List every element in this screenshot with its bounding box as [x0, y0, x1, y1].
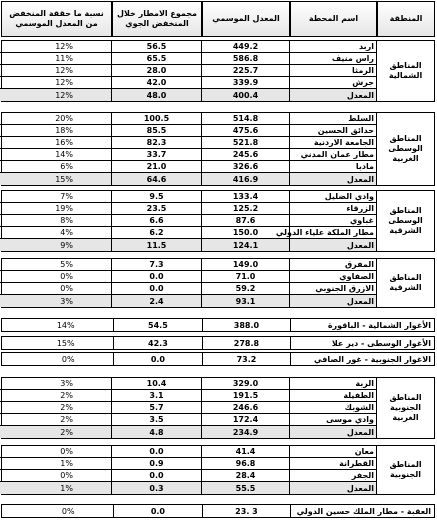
- rain-total-cell: 33.7: [111, 149, 201, 160]
- rain-total-cell: 48.0: [111, 89, 201, 101]
- station-cell: المفرق: [289, 259, 376, 270]
- seasonal-avg-cell: 59.2: [201, 283, 289, 294]
- station-cell: المعدل: [289, 89, 376, 101]
- table-row: [0, 149, 376, 161]
- average-row: [0, 482, 376, 494]
- percentage-cell: 0%: [60, 447, 73, 456]
- region-label: المناطق الشمالية: [376, 41, 434, 101]
- percentage-cell: 2%: [60, 427, 73, 437]
- percentage-cell: 0%: [60, 284, 73, 293]
- average-row: [0, 173, 376, 185]
- table-row: [0, 378, 376, 390]
- percentage-cell: 20%: [55, 114, 73, 123]
- percentage-cell: 0%: [61, 354, 75, 364]
- percentage-cell: 16%: [55, 138, 73, 147]
- rain-total-cell: 4.8: [111, 426, 201, 438]
- rain-total-cell: 23.5: [111, 203, 201, 214]
- region-block: [1, 377, 435, 439]
- percentage-cell: 11%: [55, 54, 73, 63]
- seasonal-avg-cell: 246.6: [201, 402, 289, 413]
- station-cell: القطرانة: [289, 458, 376, 469]
- station-cell: الأغوار الوسطى - دير علا: [290, 337, 434, 349]
- percentage-cell: 19%: [55, 204, 73, 213]
- seasonal-avg-cell: 245.6: [201, 149, 289, 160]
- single-station-row: [1, 352, 435, 366]
- region-block: [1, 258, 435, 308]
- table-row: [0, 259, 376, 271]
- rain-total-cell: 42.3: [113, 337, 203, 349]
- station-cell: الجامعة الاردنية: [289, 137, 376, 148]
- seasonal-avg-cell: 149.0: [201, 259, 289, 270]
- table-row: [0, 137, 376, 149]
- station-cell: غباوي: [289, 215, 376, 226]
- station-cell: الرمثا: [289, 65, 376, 76]
- percentage-cell: 8%: [60, 216, 73, 225]
- rain-total-cell: 6.2: [111, 227, 201, 238]
- table-row: [0, 161, 376, 173]
- station-cell: الربة: [289, 378, 376, 389]
- seasonal-avg-cell: 278.8: [202, 337, 290, 349]
- station-cell: معان: [289, 446, 376, 457]
- rain-total-cell: 82.3: [111, 137, 201, 148]
- percentage-cell: 15%: [56, 338, 75, 348]
- seasonal-avg-cell: 3 .23: [202, 505, 290, 517]
- region-label: المناطق الجنوبية الغربية: [376, 378, 434, 438]
- seasonal-avg-cell: 28.4: [201, 470, 289, 481]
- single-station-row: [1, 504, 435, 518]
- rain-total-cell: 42.0: [111, 77, 201, 88]
- station-cell: المعدل: [289, 239, 376, 251]
- table-row: [0, 125, 376, 137]
- seasonal-avg-cell: 172.4: [201, 414, 289, 425]
- rain-total-cell: 3.1: [111, 390, 201, 401]
- table-row: [0, 203, 376, 215]
- region-block: [1, 112, 435, 186]
- region-label: المناطق الجنوبية: [376, 446, 434, 494]
- percentage-cell: 0%: [61, 506, 75, 516]
- rain-total-cell: 11.5: [111, 239, 201, 251]
- percentage-cell: 1%: [60, 483, 73, 493]
- rain-total-cell: 0.0: [113, 505, 203, 517]
- table-row: [0, 402, 376, 414]
- station-cell: الأغوار الشمالية - الباقورة: [290, 319, 434, 331]
- rain-total-cell: 21.0: [111, 161, 201, 172]
- rain-total-cell: 10.4: [111, 378, 201, 389]
- percentage-cell: 5%: [60, 260, 73, 269]
- percentage-cell: 7%: [60, 192, 73, 201]
- region-label: المناطق الوسطى الشرقية: [376, 191, 434, 251]
- seasonal-avg-cell: 388.0: [202, 319, 290, 331]
- percentage-cell: 14%: [55, 150, 73, 159]
- station-cell: المعدل: [289, 295, 376, 307]
- station-cell: مطار الملكة علياء الدولي: [275, 228, 374, 237]
- header-seasonal-avg: المعدل الموسمي: [202, 1, 290, 37]
- table-row: [0, 53, 376, 65]
- percentage-cell: 0%: [60, 471, 73, 480]
- seasonal-avg-cell: 475.6: [201, 125, 289, 136]
- rain-total-cell: 0.0: [111, 470, 201, 481]
- rain-total-cell: 9.5: [111, 191, 201, 202]
- table-row: [0, 446, 376, 458]
- station-cell: المعدل: [289, 426, 376, 438]
- table-row: [0, 470, 376, 482]
- seasonal-avg-cell: 87.6: [201, 215, 289, 226]
- station-cell: وادي الضليل: [289, 191, 376, 202]
- rain-total-cell: 0.0: [111, 283, 201, 294]
- station-cell: مطار عمان المدني: [289, 149, 376, 160]
- average-row: [0, 89, 376, 101]
- region-block: [1, 445, 435, 495]
- seasonal-avg-cell: 96.8: [201, 458, 289, 469]
- station-cell: الطفيلة: [289, 390, 376, 401]
- station-cell: السلط: [289, 113, 376, 124]
- station-cell: حدائق الحسين: [289, 125, 376, 136]
- table-header: [1, 1, 435, 37]
- seasonal-avg-cell: 191.5: [201, 390, 289, 401]
- percentage-cell: 0%: [60, 272, 73, 281]
- region-block: [1, 190, 435, 252]
- rain-total-cell: 3.5: [111, 414, 201, 425]
- rain-total-cell: 100.5: [111, 113, 201, 124]
- rain-total-cell: 0.0: [111, 271, 201, 282]
- seasonal-avg-cell: 73.2: [202, 353, 290, 365]
- station-cell: مادبا: [289, 161, 376, 172]
- region-block: [1, 40, 435, 102]
- percentage-cell: 18%: [55, 126, 73, 135]
- station-cell: راس منيف: [289, 53, 376, 64]
- table-row: [0, 283, 376, 295]
- rain-total-cell: 0.0: [111, 446, 201, 457]
- station-cell: المعدل: [289, 482, 376, 494]
- table-row: [0, 215, 376, 227]
- rain-total-cell: 28.0: [111, 65, 201, 76]
- rain-total-cell: 7.3: [111, 259, 201, 270]
- table-row: [0, 227, 376, 239]
- table-row: [0, 77, 376, 89]
- average-row: [0, 295, 376, 307]
- seasonal-avg-cell: 71.0: [201, 271, 289, 282]
- station-cell: الازرق الجنوبي: [289, 283, 376, 294]
- station-cell: جرش: [289, 77, 376, 88]
- seasonal-avg-cell: 41.4: [201, 446, 289, 457]
- station-cell: الجفر: [289, 470, 376, 481]
- seasonal-avg-cell: 93.1: [201, 295, 289, 307]
- seasonal-avg-cell: 326.6: [201, 161, 289, 172]
- seasonal-avg-cell: 514.8: [201, 113, 289, 124]
- region-label: المناطق الشرقية: [376, 259, 434, 307]
- seasonal-avg-cell: 400.4: [201, 89, 289, 101]
- percentage-cell: 12%: [55, 42, 73, 51]
- seasonal-avg-cell: 225.7: [201, 65, 289, 76]
- table-row: [0, 113, 376, 125]
- table-row: [0, 414, 376, 426]
- seasonal-avg-cell: 521.8: [201, 137, 289, 148]
- percentage-cell: 14%: [56, 320, 75, 330]
- seasonal-avg-cell: 125.2: [201, 203, 289, 214]
- table-row: [0, 458, 376, 470]
- rain-total-cell: 0.0: [113, 353, 203, 365]
- seasonal-avg-cell: 416.9: [201, 173, 289, 185]
- seasonal-avg-cell: 586.8: [201, 53, 289, 64]
- percentage-cell: 3%: [60, 379, 73, 388]
- header-station: اسم المحطة: [290, 1, 377, 37]
- station-cell: اربد: [289, 41, 376, 52]
- rain-total-cell: 54.5: [113, 319, 203, 331]
- station-cell: الشوبك: [289, 402, 376, 413]
- seasonal-avg-cell: 449.2: [201, 41, 289, 52]
- rain-total-cell: 56.5: [111, 41, 201, 52]
- rain-total-cell: 65.5: [111, 53, 201, 64]
- percentage-cell: 3%: [60, 296, 73, 306]
- table-row: [0, 191, 376, 203]
- table-row: [0, 271, 376, 283]
- seasonal-avg-cell: 55.5: [201, 482, 289, 494]
- percentage-cell: 12%: [55, 90, 73, 100]
- percentage-cell: 15%: [55, 174, 73, 184]
- region-label: المناطق الوسطى الغربية: [376, 113, 434, 185]
- seasonal-avg-cell: 133.4: [201, 191, 289, 202]
- percentage-cell: 4%: [60, 228, 73, 237]
- seasonal-avg-cell: 124.1: [201, 239, 289, 251]
- percentage-cell: 12%: [55, 78, 73, 87]
- table-row: [0, 41, 376, 53]
- average-row: [0, 239, 376, 251]
- station-cell: وادي موسى: [289, 414, 376, 425]
- rain-total-cell: 6.6: [111, 215, 201, 226]
- rain-total-cell: 0.9: [111, 458, 201, 469]
- rain-total-cell: 85.5: [111, 125, 201, 136]
- seasonal-avg-cell: 150.0: [201, 227, 289, 238]
- rain-total-cell: 5.7: [111, 402, 201, 413]
- seasonal-avg-cell: 329.0: [201, 378, 289, 389]
- seasonal-avg-cell: 234.9: [201, 426, 289, 438]
- station-cell: الزرقاء: [289, 203, 376, 214]
- single-station-row: [1, 336, 435, 350]
- percentage-cell: 6%: [60, 162, 73, 171]
- table-row: [0, 390, 376, 402]
- header-region: المنطقة: [377, 1, 435, 37]
- rain-total-cell: 2.4: [111, 295, 201, 307]
- table-row: [0, 65, 376, 77]
- station-cell: المعدل: [289, 173, 376, 185]
- percentage-cell: 9%: [60, 240, 73, 250]
- percentage-cell: 2%: [60, 403, 73, 412]
- percentage-cell: 2%: [60, 415, 73, 424]
- rain-total-cell: 0.3: [111, 482, 201, 494]
- percentage-cell: 12%: [55, 66, 73, 75]
- header-percentage: نسبة ما حققة المنخفض من المعدل الموسمي: [1, 1, 112, 37]
- station-cell: العقبة - مطار الملك حسين الدولي: [290, 505, 434, 517]
- average-row: [0, 426, 376, 438]
- percentage-cell: 2%: [60, 391, 73, 400]
- percentage-cell: 1%: [60, 459, 73, 468]
- seasonal-avg-cell: 339.9: [201, 77, 289, 88]
- station-cell: الصفاوي: [289, 271, 376, 282]
- station-cell: الاغوار الجنوبية - غور الصافي: [290, 353, 434, 365]
- rain-total-cell: 64.6: [111, 173, 201, 185]
- header-rain-total: مجموع الامطار خلال المنخفض الجوي: [112, 1, 202, 37]
- single-station-row: [1, 318, 435, 332]
